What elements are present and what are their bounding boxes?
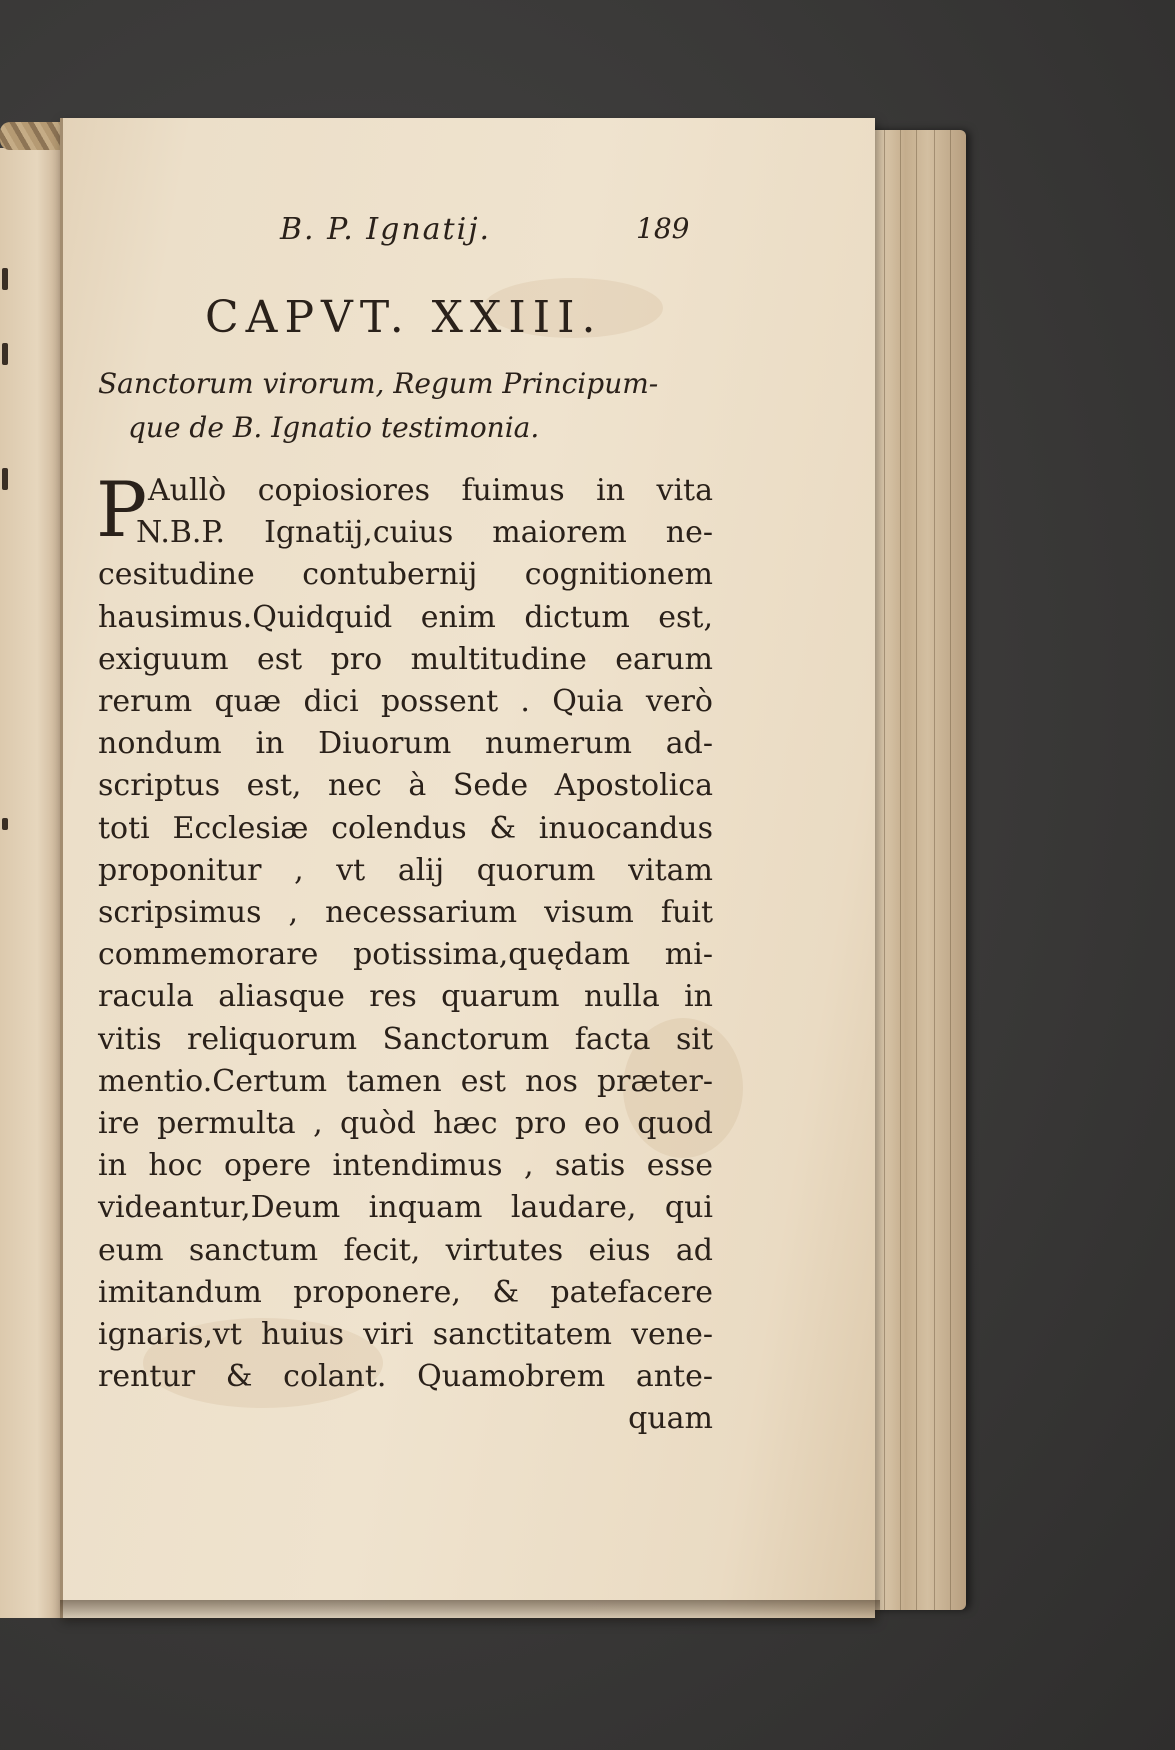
text-line: eum sanctum fecit, virtutes eius ad: [98, 1232, 713, 1268]
text-line: toti Ecclesiæ colendus & inuocandus: [98, 810, 713, 846]
page-number: 189: [636, 212, 690, 245]
chapter-subtitle: [98, 362, 698, 450]
subtitle-line: que de B. Ignatio testimonia.: [128, 411, 540, 444]
page-shadow: [60, 1600, 880, 1624]
running-head: B. P. Ignatij.: [280, 212, 492, 247]
text-line: racula aliasque res quarum nulla in: [98, 979, 713, 1015]
text-line: Aullò copiosiores fuimus in vita: [148, 473, 713, 508]
chapter-title: CAPVT. XXIII.: [205, 292, 603, 343]
text-line: scriptus est, nec à Sede Apostolica: [98, 768, 713, 804]
text-line: commemorare potissima,quędam mi-: [98, 937, 713, 973]
text-line: rentur & colant. Quamobrem ante-: [98, 1359, 713, 1395]
text-line: cesitudine contubernij cognitionem: [98, 557, 713, 593]
catchword: quam: [628, 1401, 713, 1437]
drop-cap: P: [96, 465, 148, 554]
body-text: [96, 465, 713, 1441]
facing-page-edge: [0, 148, 64, 1618]
text-line: exiguum est pro multitudine earum: [98, 641, 713, 677]
text-line: N.B.P. Ignatij,cuius maiorem ne-: [136, 515, 713, 551]
text-line: scripsimus , necessarium visum fuit: [98, 895, 713, 931]
text-line: nondum in Diuorum numerum ad-: [98, 726, 713, 762]
text-line: vitis reliquorum Sanctorum facta sit: [98, 1021, 713, 1057]
text-line: in hoc opere intendimus , satis esse: [98, 1148, 713, 1184]
text-line: ire permulta , quòd hæc pro eo quod: [98, 1106, 713, 1142]
text-line: mentio.Certum tamen est nos præter-: [98, 1063, 713, 1099]
text-line: ignaris,vt huius viri sanctitatem vene-: [98, 1317, 713, 1353]
text-line: hausimus.Quidquid enim dictum est,: [98, 599, 713, 635]
subtitle-line: Sanctorum virorum, Regum Principum-: [98, 367, 659, 400]
text-line: proponitur , vt alij quorum vitam: [98, 852, 713, 888]
text-line: videantur,Deum inquam laudare, qui: [98, 1190, 713, 1226]
text-line: imitandum proponere, & patefacere: [98, 1274, 713, 1310]
text-line: rerum quæ dici possent . Quia verò: [98, 684, 713, 720]
